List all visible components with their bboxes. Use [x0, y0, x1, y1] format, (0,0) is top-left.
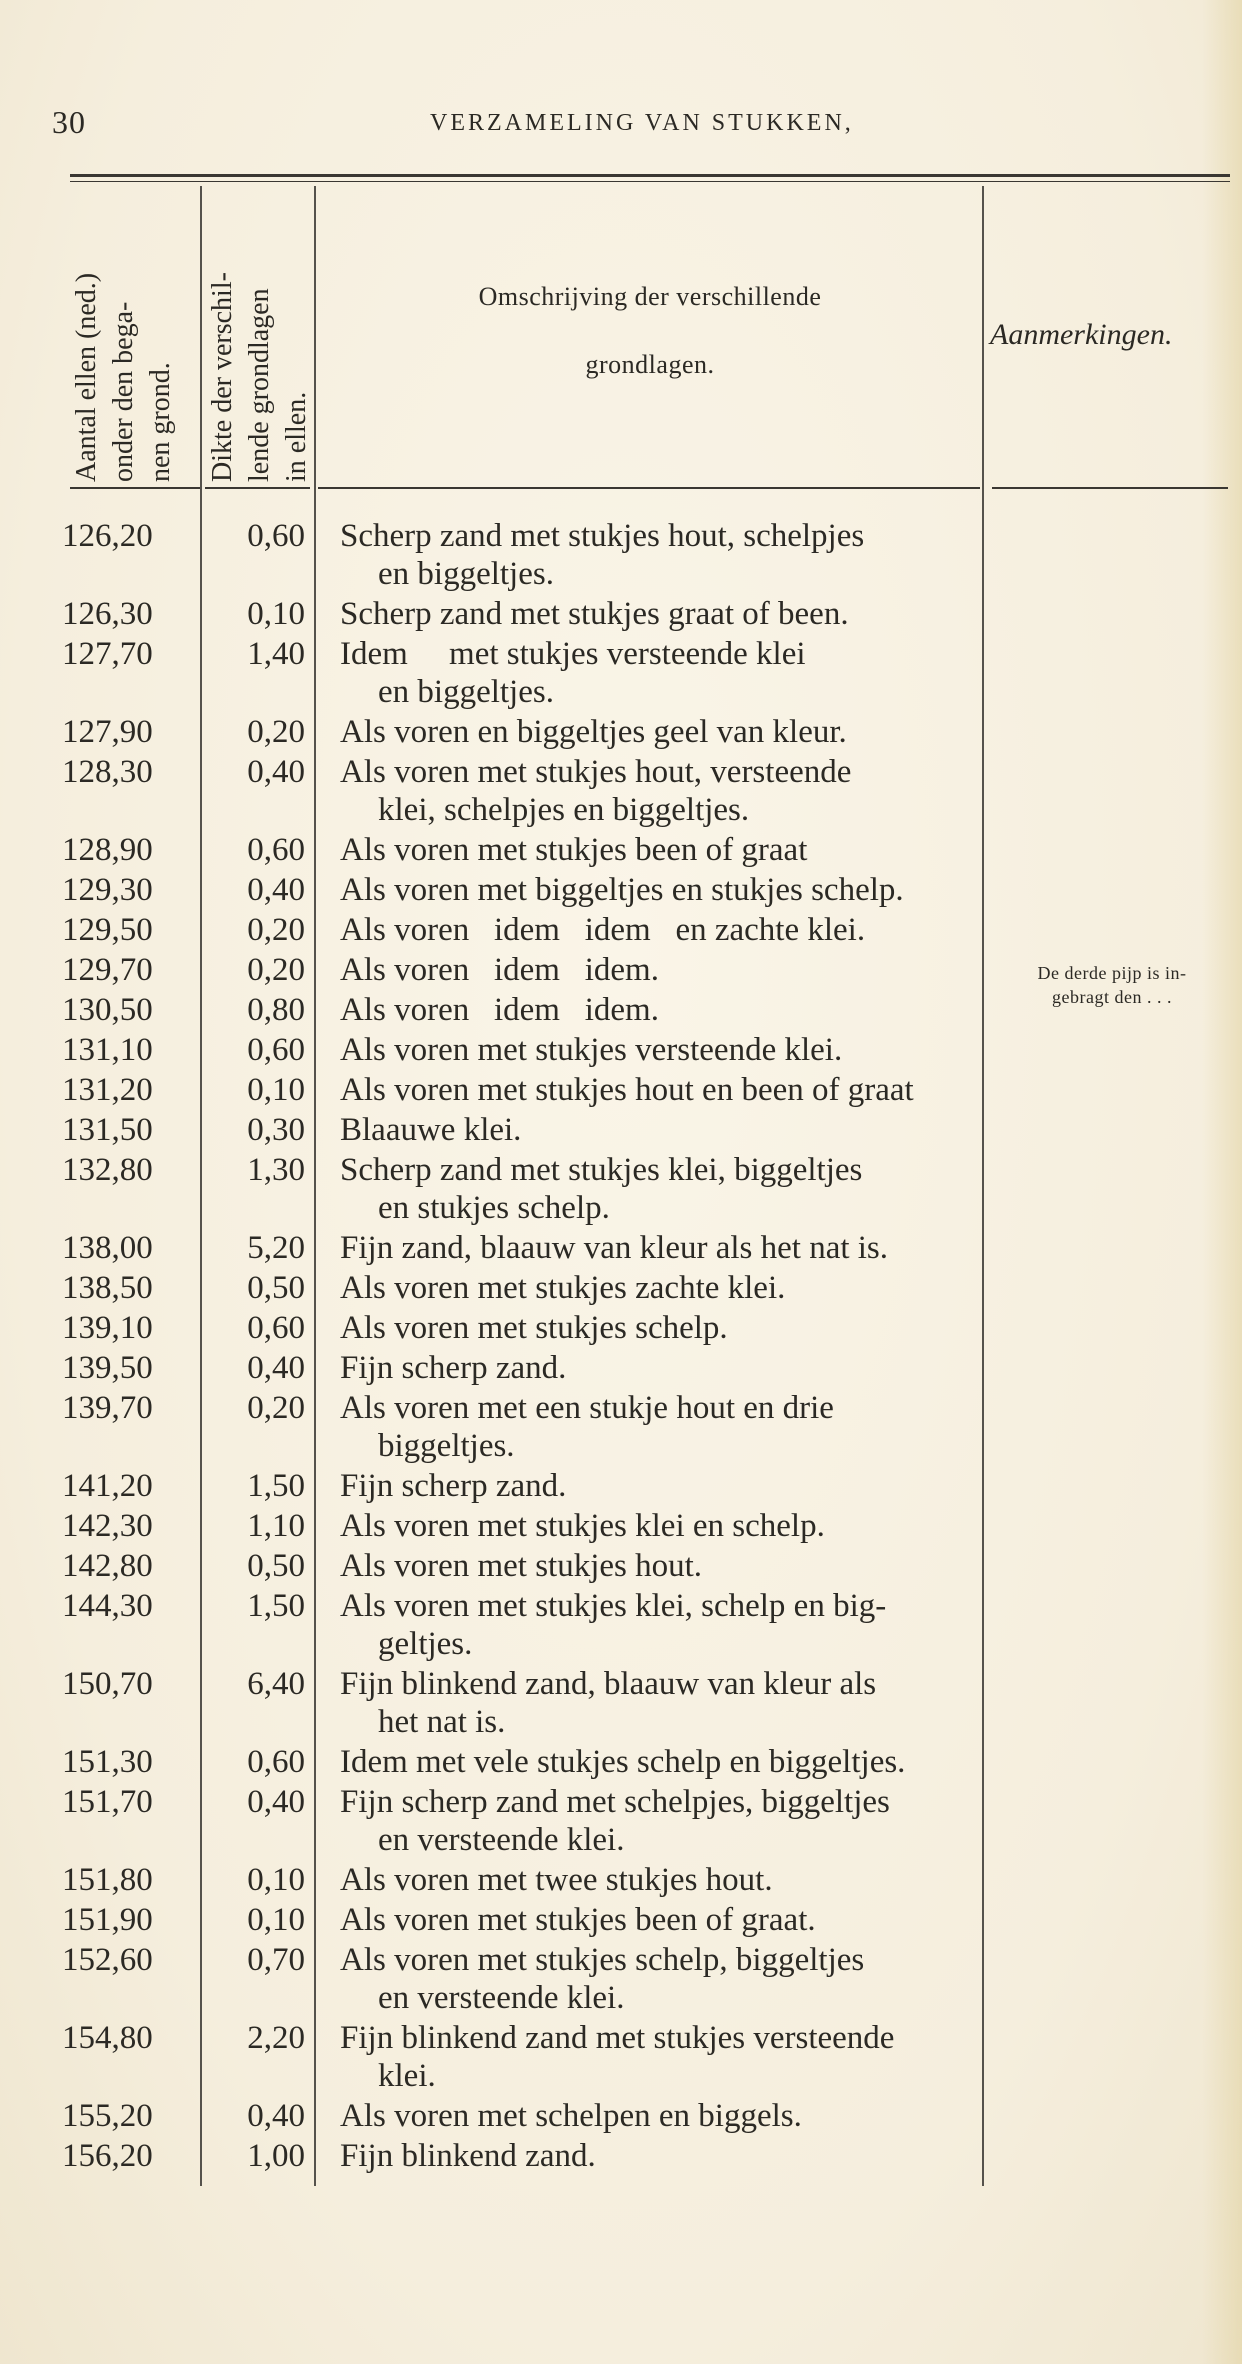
depth-value: 130,50 — [62, 992, 153, 1028]
description-continuation: klei. — [378, 2058, 436, 2094]
thickness-value: 0,20 — [247, 1390, 305, 1426]
depth-value: 128,90 — [62, 832, 153, 868]
depth-value: 127,90 — [62, 714, 153, 750]
description-text: Fijn blinkend zand met stukjes versteende — [340, 2020, 895, 2056]
thickness-value: 0,40 — [247, 754, 305, 790]
thickness-value: 0,60 — [247, 1744, 305, 1780]
thickness-value: 0,50 — [247, 1270, 305, 1306]
description-text: Fijn scherp zand. — [340, 1468, 567, 1504]
thickness-value: 2,20 — [247, 2020, 305, 2056]
thickness-column-heading — [204, 152, 354, 482]
depth-value: 144,30 — [62, 1588, 153, 1624]
description-continuation: en versteende klei. — [378, 1980, 625, 2016]
depth-value: 138,00 — [62, 1230, 153, 1266]
description-text: Als voren met stukjes klei en schelp. — [340, 1508, 825, 1544]
description-text: Als voren met twee stukjes hout. — [340, 1862, 773, 1898]
thickness-value: 1,10 — [247, 1508, 305, 1544]
thickness-value: 0,60 — [247, 1310, 305, 1346]
thickness-heading-line-1: Dikte der verschil- — [207, 272, 238, 482]
depth-value: 131,50 — [62, 1112, 153, 1148]
depth-value: 141,20 — [62, 1468, 153, 1504]
depth-value: 131,10 — [62, 1032, 153, 1068]
description-heading-underline — [318, 487, 980, 489]
description-text: Als voren met biggeltjes en stukjes schelp. — [340, 872, 904, 908]
description-text: Scherp zand met stukjes klei, biggeltjes — [340, 1152, 863, 1188]
description-text: Fijn blinkend zand, blaauw van kleur als — [340, 1666, 877, 1702]
description-text: Als voren met stukjes klei, schelp en big- — [340, 1588, 887, 1624]
thickness-value: 0,60 — [247, 832, 305, 868]
description-heading-line-1: Omschrijving der verschillende — [478, 282, 822, 311]
description-continuation: biggeltjes. — [378, 1428, 515, 1464]
depth-value: 151,80 — [62, 1862, 153, 1898]
description-text: Als voren met stukjes been of graat — [340, 832, 808, 868]
thickness-value: 0,80 — [247, 992, 305, 1028]
thickness-value: 0,40 — [247, 1784, 305, 1820]
depth-value: 154,80 — [62, 2020, 153, 2056]
thickness-value: 6,40 — [247, 1666, 305, 1702]
thickness-value: 0,40 — [247, 2098, 305, 2134]
description-continuation: klei, schelpjes en biggeltjes. — [378, 792, 750, 828]
depth-value: 139,70 — [62, 1390, 153, 1426]
depth-value: 126,20 — [62, 518, 153, 554]
depth-heading-line-2: onder den bega- — [108, 301, 139, 482]
description-text: Als voren idem idem en zachte klei. — [340, 912, 866, 948]
description-text: Fijn zand, blaauw van kleur als het nat is. — [340, 1230, 889, 1266]
thickness-value: 0,40 — [247, 872, 305, 908]
running-head: VERZAMELING VAN STUKKEN, — [430, 110, 854, 136]
depth-value: 142,80 — [62, 1548, 153, 1584]
description-text: Als voren met stukjes versteende klei. — [340, 1032, 843, 1068]
depth-value: 152,60 — [62, 1942, 153, 1978]
depth-value: 151,90 — [62, 1902, 153, 1938]
thickness-value: 0,10 — [247, 1072, 305, 1108]
notes-column-heading: Aanmerkingen. — [990, 318, 1173, 351]
depth-column-heading — [68, 152, 218, 482]
description-continuation: en versteende klei. — [378, 1822, 625, 1858]
depth-heading-line-1: Aantal ellen (ned.) — [71, 272, 102, 482]
thickness-value: 5,20 — [247, 1230, 305, 1266]
note-line-2: gebragt den . . . — [1052, 987, 1172, 1007]
description-continuation: het nat is. — [378, 1704, 506, 1740]
description-text: Als voren met stukjes hout en been of graat — [340, 1072, 914, 1108]
depth-value: 156,20 — [62, 2138, 153, 2174]
depth-value: 129,70 — [62, 952, 153, 988]
description-text: Idem met stukjes versteende klei — [340, 636, 806, 672]
page-edge-shading — [1202, 0, 1242, 2364]
depth-value: 128,30 — [62, 754, 153, 790]
depth-value: 142,30 — [62, 1508, 153, 1544]
thickness-value: 0,60 — [247, 518, 305, 554]
description-text: Als voren met stukjes hout. — [340, 1548, 703, 1584]
depth-value: 129,50 — [62, 912, 153, 948]
thickness-value: 0,20 — [247, 912, 305, 948]
depth-value: 155,20 — [62, 2098, 153, 2134]
depth-value: 138,50 — [62, 1270, 153, 1306]
thickness-value: 0,40 — [247, 1350, 305, 1386]
depth-value: 131,20 — [62, 1072, 153, 1108]
description-continuation: geltjes. — [378, 1626, 473, 1662]
description-text: Als voren met een stukje hout en drie — [340, 1390, 834, 1426]
depth-heading-line-3: nen grond. — [145, 362, 176, 482]
depth-value: 127,70 — [62, 636, 153, 672]
column-separator-1 — [200, 186, 202, 2186]
thickness-heading-line-2: lende grondlagen — [244, 288, 275, 482]
thickness-value: 0,10 — [247, 596, 305, 632]
description-heading-line-2: grondlagen. — [585, 350, 715, 379]
thickness-value: 0,20 — [247, 952, 305, 988]
description-text: Scherp zand met stukjes graat of been. — [340, 596, 849, 632]
description-continuation: en biggeltjes. — [378, 556, 554, 592]
description-text: Als voren met stukjes hout, versteende — [340, 754, 852, 790]
depth-value: 151,70 — [62, 1784, 153, 1820]
thickness-heading-line-3: in ellen. — [281, 391, 312, 482]
thickness-value: 0,70 — [247, 1942, 305, 1978]
description-continuation: en stukjes schelp. — [378, 1190, 610, 1226]
thickness-value: 0,30 — [247, 1112, 305, 1148]
depth-value: 129,30 — [62, 872, 153, 908]
thickness-value: 1,00 — [247, 2138, 305, 2174]
description-text: Als voren met stukjes been of graat. — [340, 1902, 816, 1938]
thickness-value: 1,50 — [247, 1468, 305, 1504]
depth-value: 150,70 — [62, 1666, 153, 1702]
column-separator-3 — [982, 186, 984, 2186]
notes-heading-underline — [992, 487, 1228, 489]
description-text: Fijn scherp zand met schelpjes, biggeltjes — [340, 1784, 890, 1820]
description-text: Als voren en biggeltjes geel van kleur. — [340, 714, 847, 750]
description-text: Idem met vele stukjes schelp en biggeltjes. — [340, 1744, 906, 1780]
description-text: Blaauwe klei. — [340, 1112, 522, 1148]
thickness-heading-underline — [205, 487, 310, 489]
description-text: Als voren idem idem. — [340, 992, 659, 1028]
page-number: 30 — [52, 104, 86, 140]
description-text: Als voren idem idem. — [340, 952, 659, 988]
thickness-value: 1,50 — [247, 1588, 305, 1624]
depth-value: 132,80 — [62, 1152, 153, 1188]
thickness-value: 0,50 — [247, 1548, 305, 1584]
note-line-1: De derde pijp is in- — [1037, 963, 1187, 983]
depth-heading-underline — [70, 487, 200, 489]
depth-value: 139,50 — [62, 1350, 153, 1386]
description-text: Als voren met schelpen en biggels. — [340, 2098, 802, 2134]
column-separator-2 — [314, 186, 316, 2186]
depth-value: 151,30 — [62, 1744, 153, 1780]
description-text: Scherp zand met stukjes hout, schelpjes — [340, 518, 865, 554]
depth-value: 126,30 — [62, 596, 153, 632]
depth-value: 139,10 — [62, 1310, 153, 1346]
description-continuation: en biggeltjes. — [378, 674, 554, 710]
description-text: Als voren met stukjes zachte klei. — [340, 1270, 786, 1306]
thickness-value: 0,60 — [247, 1032, 305, 1068]
thickness-value: 0,20 — [247, 714, 305, 750]
thickness-value: 0,10 — [247, 1902, 305, 1938]
description-text: Fijn blinkend zand. — [340, 2138, 596, 2174]
thickness-value: 1,30 — [247, 1152, 305, 1188]
description-text: Fijn scherp zand. — [340, 1350, 567, 1386]
thickness-value: 0,10 — [247, 1862, 305, 1898]
description-text: Als voren met stukjes schelp. — [340, 1310, 728, 1346]
description-text: Als voren met stukjes schelp, biggeltjes — [340, 1942, 865, 1978]
thickness-value: 1,40 — [247, 636, 305, 672]
